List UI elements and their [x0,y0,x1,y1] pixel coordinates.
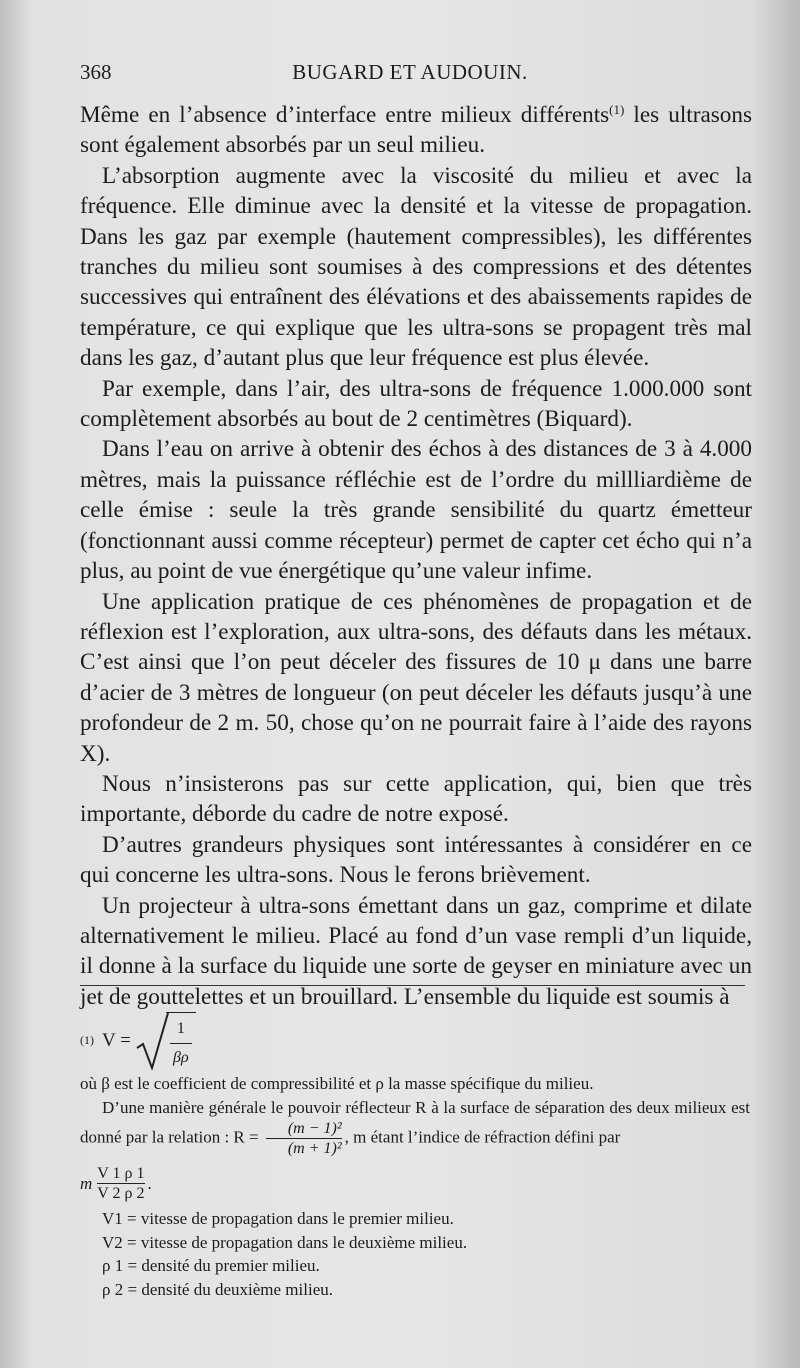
square-root [135,1012,196,1070]
footnote [80,1010,750,1301]
definition-line: ρ 2 = densité du deuxième milieu. [102,1279,333,1299]
footnote-line: où β est le coefficient de compressibilité et ρ la masse spécifique du milieu. [80,1074,594,1093]
definition-line: V1 = vitesse de propagation dans le premier milieu. [102,1209,454,1228]
body-text [80,100,752,1012]
formula-lhs: V = [102,1030,131,1052]
paragraph: Même en l’absence d’interface entre milieux différents$^{(1)}$ les ultrasons sont également absorbés par un seul milieu. [80,102,752,159]
paragraph: D’autres grandeurs physiques sont intéressantes à considérer en ce qui concerne les ultra-sons. Nous le ferons brièvement. [80,831,752,889]
velocity-formula [80,1010,750,1072]
ratio-symbol: m [80,1173,93,1193]
definition-line: V2 = vitesse de propagation dans le deuxième milieu. [102,1232,468,1252]
paragraph: Nous n’insisterons pas sur cette application, qui, bien que très importante, déborde du cadre de notre exposé. [80,770,752,828]
ratio-fraction: $\frac{V 1 \rho 1}{V 2 \rho 2}$ [97,1165,145,1202]
running-head: BUGARD ET AUDOUIN. [292,60,528,84]
formula-denominator: βρ [173,1048,189,1066]
paragraph: Par exemple, dans l’air, des ultra-sons de fréquence 1.000.000 sont complètement absorbés au bout de 2 centimètres (Biquard). [80,375,752,433]
paragraph: Une application pratique de ces phénomènes de propagation et de réflexion est l’exploration, aux ultra-sons, des défauts dans les métaux. C’est ainsi que l’on peut déceler des fissures de 10 μ dans une barre d’acier de 3 mètres de longueur (on peut déceler les défauts jusqu’à une profondeur de 2 m. 50, chose qu’on ne pourrait faire à l’aide des rayons X). [80,588,752,767]
reflection-fraction: $\frac{\text{(m − 1)²}}{\text{(m + 1)²}}$ [266,1119,342,1158]
definition-line: ρ 1 = densité du premier milieu. [102,1256,320,1275]
radical-sign-icon [135,1012,169,1070]
footnote-line: D’une manière générale le pouvoir réflecteur R à la surface de séparation des deux milieux est donné par la relation : R = $\frac{\text{(m − 1)²}}{\text{(m + 1)²}}$ , m étant l’indice de réfraction défini par [80,1097,750,1157]
footnote-marker: (1) [80,1033,94,1048]
footnote-separator [80,985,745,986]
page-header [80,60,740,88]
formula-numerator: 1 [176,1020,185,1037]
paragraph: Un projecteur à ultra-sons émettant dans un gaz, comprime et dilate alternativement le milieu. Placé au fond d’un vase rempli d’un liquide, il donne à la surface du liquide une sorte de geyser en miniature avec un jet de gouttelettes et un brouillard. L’ensemble du liquide est soumis à [80,892,752,1010]
page-number: 368 [80,60,112,84]
paragraph: L’absorption augmente avec la viscosité du milieu et avec la fréquence. Elle diminue avec la densité et la vitesse de propagation. Dans les gaz par exemple (hautement compressibles), les différentes tranches du milieu sont soumises à des compressions et des détentes successives qui entraînent des élévations et des abaissements rapides de température, ce qui explique que les ultra-sons se propagent très mal dans les gaz, d’autant plus que leur fréquence est plus élevée. [80,162,752,372]
index-ratio: m $\frac{V 1 \rho 1}{V 2 \rho 2}$ . [80,1165,152,1202]
paragraph: Dans l’eau on arrive à obtenir des échos à des distances de 3 à 4.000 mètres, mais la puissance réfléchie est de l’ordre du millliardième de celle émise : seule la très grande sensibilité du quartz émetteur (fonctionnant aussi comme récepteur) permet de capter cet écho qui n’a plus, au point de vue énergétique qu’une valeur infime. [80,436,752,585]
footnote-reference: (1) [609,102,625,117]
